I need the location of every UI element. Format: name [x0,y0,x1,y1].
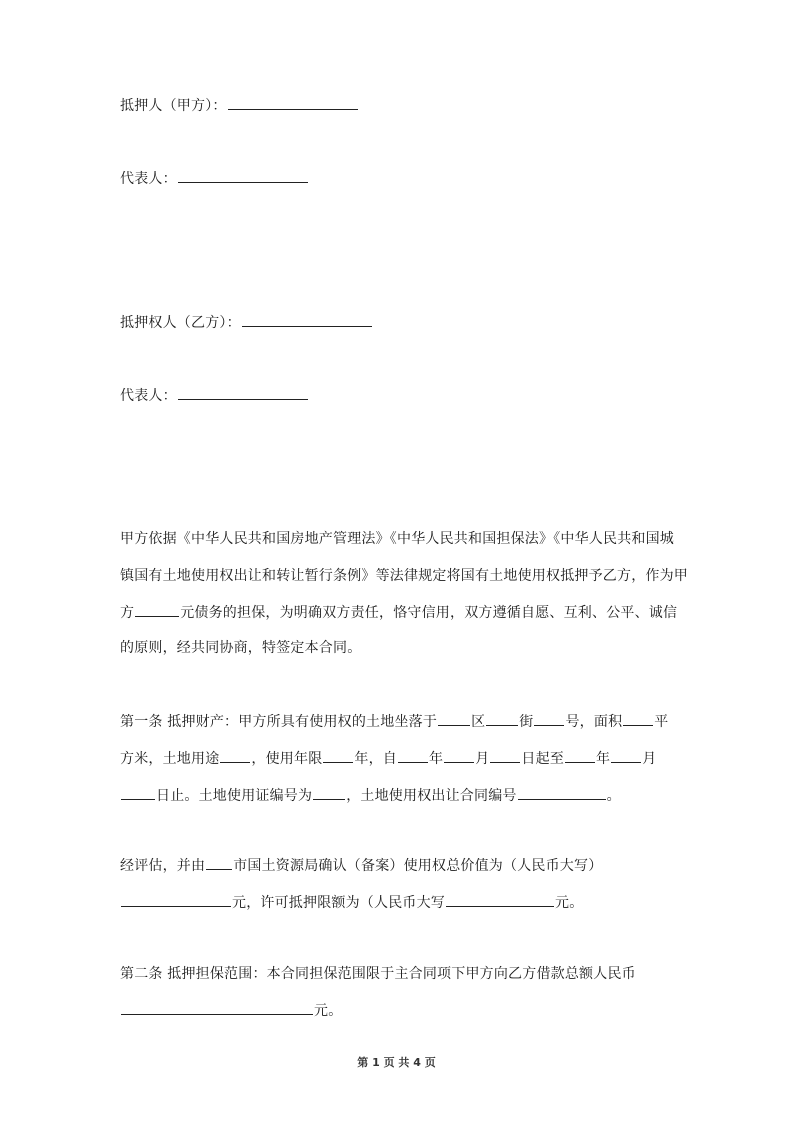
area-blank [623,713,653,726]
end-day-blank [121,787,155,800]
mortgage-limit-blank [446,894,554,907]
city-blank [206,857,232,870]
representative-label-2: 代表人： [120,388,177,404]
representative-line-1 [120,170,309,187]
valuation-line-2: 元，许可抵押限额为（人民币大写 元。 [120,894,583,911]
end-month-blank [611,750,641,763]
total-value-blank [121,894,231,907]
mortgagee-line [120,314,373,331]
street-blank [486,713,518,726]
article2-line-1: 第二条 抵押担保范围：本合同担保范围限于主合同项下甲方向乙方借款总额人民币 [120,966,636,982]
debt-amount-blank [135,604,179,617]
contract-number-blank [518,787,606,800]
representative-blank-1 [178,170,308,183]
intro-line-1: 甲方依据《中华人民共和国房地产管理法》《中华人民共和国担保法》《中华人民共和国城 [120,531,674,547]
article1-heading: 第一条 抵押财产：甲方所具有使用权的土地坐落于 [120,714,438,730]
district-blank [438,713,470,726]
loan-amount-blank [121,1002,313,1015]
representative-blank-2 [178,387,308,400]
intro-line-2: 镇国有土地使用权出让和转让暂行条例》等法律规定将国有土地使用权抵押予乙方，作为甲 [120,568,688,584]
start-day-blank [490,750,520,763]
certificate-number-blank [313,787,345,800]
mortgagor-label: 抵押人（甲方）： [120,98,227,114]
intro-line-4: 的原则，经共同协商，特签定本合同。 [120,640,362,656]
article1-line-2: 方米，土地用途 ，使用年限 年，自 年 月 日起至 年 月 [120,751,657,767]
end-year-blank [565,750,595,763]
representative-line-2 [120,387,309,404]
mortgagee-blank [242,314,372,327]
start-month-blank [444,750,474,763]
term-years-blank [323,750,353,763]
representative-label-1: 代表人： [120,171,177,187]
number-blank [534,713,564,726]
mortgagor-line [120,97,359,114]
mortgagee-label: 抵押权人（乙方）： [120,315,241,331]
intro-line-3: 方 元债务的担保，为明确双方责任，恪守信用，双方遵循自愿、互利、公平、诚信 [120,605,678,621]
article1-line-1: 第一条 抵押财产：甲方所具有使用权的土地坐落于 区 街 号，面积 平 [120,714,669,730]
article1-line-3: 日止。土地使用证编号为 ，土地使用权出让合同编号 。 [120,787,621,804]
valuation-line-1: 经评估，并由 市国土资源局确认（备案）使用权总价值为（人民币大写） [120,858,603,874]
article2-line-2: 元。 [120,1002,342,1019]
mortgagor-blank [228,97,358,110]
land-use-blank [220,750,250,763]
start-year-blank [398,750,428,763]
page-footer: 第 1 页 共 4 页 [357,1056,436,1069]
